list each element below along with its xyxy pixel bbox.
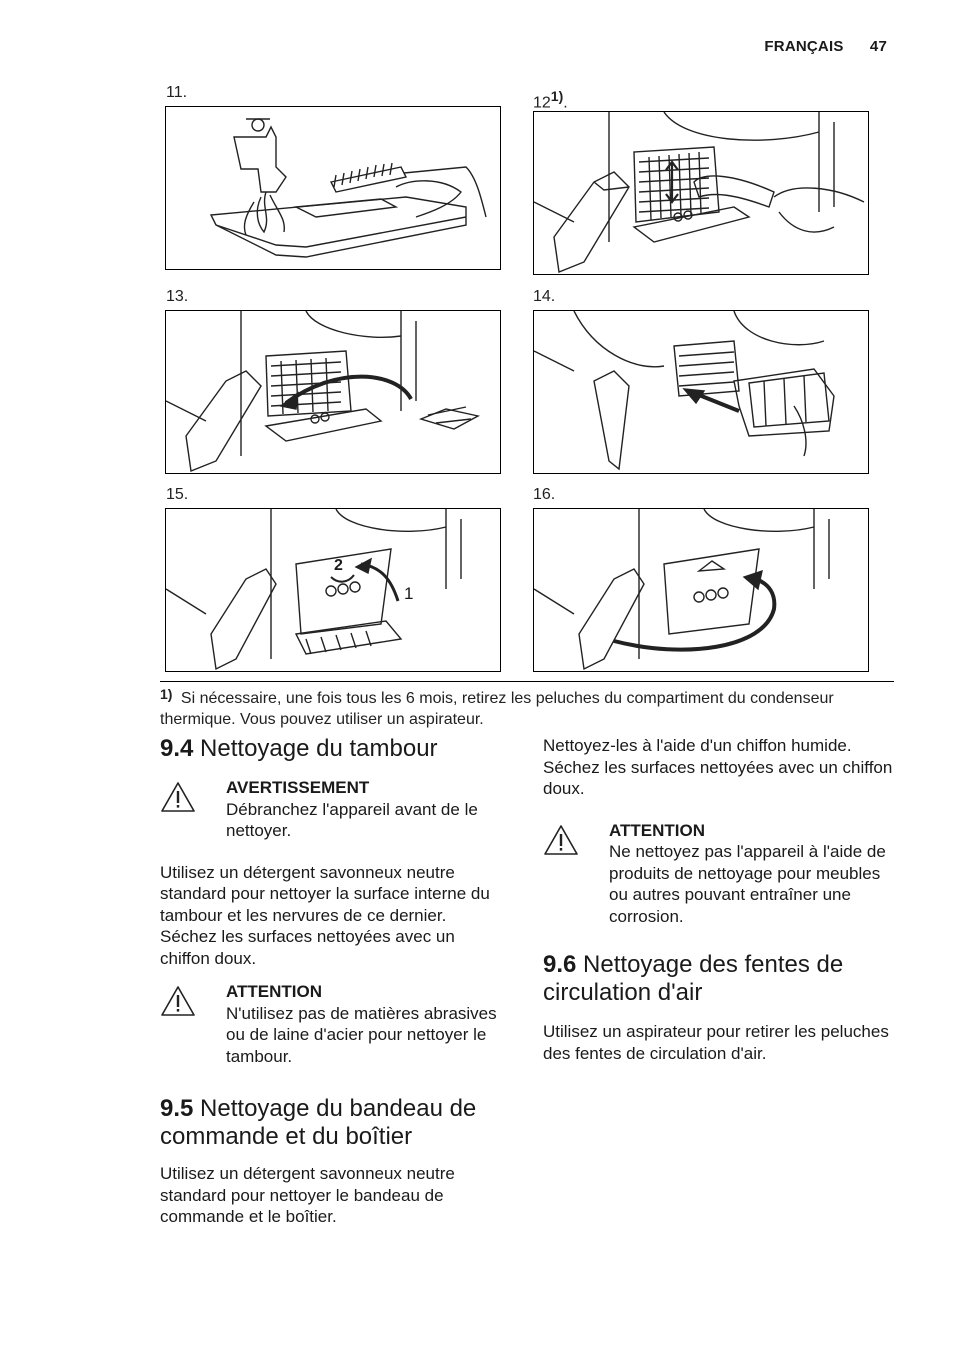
left-column <box>160 735 505 1228</box>
right-column <box>543 735 895 1064</box>
warning-triangle-icon <box>160 781 196 813</box>
warning-text: Débranchez l'appareil avant de le nettoyer. <box>226 799 478 840</box>
figure-label-12 <box>533 88 568 112</box>
warning-title: AVERTISSEMENT <box>226 778 370 797</box>
figure-label-12-suffix: . <box>563 94 568 112</box>
section-9-5-number: 9.5 <box>160 1095 194 1122</box>
figure-12-illustration <box>533 111 869 275</box>
figure-11-illustration <box>165 106 501 270</box>
section-9-5-heading <box>160 1095 505 1151</box>
section-9-4-heading <box>160 735 505 763</box>
page-header <box>764 38 887 55</box>
language-label: FRANÇAIS <box>764 38 844 55</box>
section-9-5-body: Utilisez un détergent savonneux neutre standard pour nettoyer le bandeau de commande et le boîtier. <box>160 1164 455 1226</box>
figure-14-illustration <box>533 310 869 474</box>
attention-note-tambour <box>160 981 505 1067</box>
attention-title: ATTENTION <box>226 982 323 1001</box>
warning-note <box>160 777 505 842</box>
figure-15-illustration <box>165 508 501 672</box>
attention-note-boitier <box>543 820 895 928</box>
section-9-5-continued: Nettoyez-les à l'aide d'un chiffon humide. Séchez les surfaces nettoyées avec un chiffon doux. <box>543 736 893 798</box>
section-9-4-number: 9.4 <box>160 735 194 762</box>
section-9-5-title: Nettoyage du bandeau de commande et du boîtier <box>160 1095 477 1150</box>
section-9-6-title: Nettoyage des fentes de circulation d'air <box>543 951 844 1006</box>
warning-triangle-icon <box>160 985 196 1017</box>
figure-13-illustration <box>165 310 501 474</box>
figure-label-15: 15. <box>166 486 189 503</box>
figure-label-11: 11. <box>166 84 188 101</box>
section-9-4-title: Nettoyage du tambour <box>200 735 438 762</box>
footnote-divider <box>160 681 894 682</box>
figure-label-12-footnote-ref: 1) <box>550 88 564 104</box>
attention-text: Ne nettoyez pas l'appareil à l'aide de produits de nettoyage pour meubles ou autres pouvant entraîner une corrosion. <box>609 842 886 926</box>
callout-1: 1 <box>404 584 414 603</box>
section-9-6-number: 9.6 <box>543 951 577 978</box>
figure-16-illustration <box>533 508 869 672</box>
section-9-6-body: Utilisez un aspirateur pour retirer les peluches des fentes de circulation d'air. <box>543 1022 889 1063</box>
footnote-mark: 1) <box>160 686 173 702</box>
figure-label-13: 13. <box>166 288 189 305</box>
figure-label-14: 14. <box>533 288 556 305</box>
figure-label-12-number: 12 <box>533 94 551 112</box>
footnote-text: Si nécessaire, une fois tous les 6 mois, retirez les peluches du compartiment du condenseur thermique. Vous pouvez utiliser un aspirateur. <box>160 690 834 728</box>
page-number: 47 <box>869 38 887 55</box>
section-9-4-body: Utilisez un détergent savonneux neutre standard pour nettoyer la surface interne du tambour et les nervures de ce dernier. Séchez les surfaces nettoyées avec un chiffon doux. <box>160 862 490 968</box>
callout-2: 2 <box>334 557 343 574</box>
figure-label-16: 16. <box>533 486 556 503</box>
attention-title: ATTENTION <box>609 820 706 840</box>
footnote <box>160 688 860 730</box>
warning-triangle-icon <box>543 824 579 856</box>
section-9-6-heading <box>543 951 895 1007</box>
attention-text: N'utilisez pas de matières abrasives ou de laine d'acier pour nettoyer le tambour. <box>226 1003 497 1066</box>
